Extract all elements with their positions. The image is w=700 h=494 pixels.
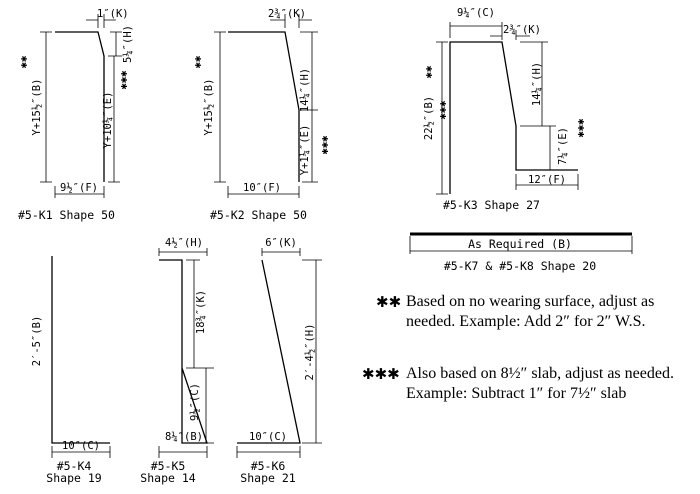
dim-f-k2: 10″(F)	[243, 182, 281, 194]
marks-e-k1: ✱✱✱	[118, 70, 130, 90]
shape-k4: Shape 19	[46, 471, 102, 485]
marks-e-k2: ✱✱✱	[319, 135, 331, 155]
dim-b-k4: 2′-5″(B)	[31, 315, 43, 367]
bar-k6	[237, 260, 300, 443]
label-k3: #5-K3 Shape 27	[443, 198, 540, 212]
shape-k5: Shape 14	[140, 471, 196, 485]
dim-c-k4: 10″(C)	[62, 440, 100, 452]
dim-lines-k5	[159, 248, 214, 458]
dim-h-k1: 5¼″(H)	[122, 25, 134, 63]
bar-k2	[228, 32, 299, 182]
bar-k1	[55, 32, 104, 182]
shape-k4	[31, 256, 110, 485]
marks-b-k3: ✱✱	[423, 65, 435, 79]
dim-b-k3: 22½″(B)	[423, 95, 435, 141]
dim-k-k2: 2¾″(K)	[268, 8, 306, 20]
note-1	[376, 292, 696, 332]
dim-e-k1: Y+10¼″(E)	[102, 91, 114, 149]
shape-k1	[18, 8, 134, 222]
dim-h-k2: 14¼″(H)	[299, 67, 311, 113]
dim-c-k6: 10″(C)	[249, 431, 287, 443]
dim-k-k5: 18¾″(K)	[195, 289, 207, 335]
label-k2: #5-K2 Shape 50	[210, 208, 307, 222]
note-2	[362, 364, 696, 404]
dim-c-k3: 9¼″(C)	[457, 7, 495, 19]
marks-b-k1: ✱✱	[18, 55, 30, 69]
shape-k2	[192, 8, 331, 222]
dim-h-k6: 2′-4½″(H)	[304, 323, 316, 381]
dim-e-k3: 7¼″(E)	[557, 127, 569, 165]
dim-lines-k3	[436, 22, 578, 194]
dim-b-k2: Y+15½″(B)	[203, 78, 215, 136]
bar-k3	[450, 42, 578, 194]
marks-b-k2: ✱✱	[192, 55, 204, 69]
marks-b2-k3: ✱✱✱	[437, 100, 449, 120]
dim-h-k5: 4½″(H)	[165, 237, 203, 249]
dim-h-k3: 14¼″(H)	[531, 61, 543, 107]
label-k5: #5-K5	[150, 459, 186, 473]
dim-b-k1: Y+15½″(B)	[31, 78, 43, 136]
note-1-text: Based on no wearing surface, adjust as needed. Example: Add 2″ for 2″ W.S.	[406, 293, 655, 330]
note-2-mark: ✱✱✱	[362, 365, 400, 383]
marks-e-k3: ✱✱✱	[575, 118, 587, 138]
label-k1: #5-K1 Shape 50	[18, 208, 115, 222]
label-k6: #5-K6	[250, 459, 286, 473]
dim-f-k3: 12″(F)	[528, 174, 566, 186]
bar-k4	[52, 256, 110, 443]
dim-k-k6: 6″(K)	[265, 237, 297, 249]
label-k4: #5-K4	[56, 459, 92, 473]
note-1-mark: ✱✱	[376, 293, 402, 311]
dim-b-k7-k8: As Required (B)	[468, 237, 572, 251]
dim-k-k1: 1″(K)	[97, 8, 129, 20]
label-k7-k8: #5-K7 & #5-K8 Shape 20	[443, 259, 597, 273]
dim-f-k1: 9½″(F)	[60, 182, 98, 194]
shape-k6	[237, 237, 322, 485]
dim-b-k5: 8¼″(B)	[165, 431, 203, 443]
shape-k6: Shape 21	[240, 471, 296, 485]
dim-c-k5: 9½″(C)	[189, 383, 201, 421]
shape-k3	[423, 7, 587, 212]
dim-e-k2: Y+1¼″(E)	[299, 124, 311, 176]
shape-k7-k8	[410, 234, 632, 273]
dim-k-k3: 2¾″(K)	[503, 24, 541, 36]
note-2-text: Also based on 8½″ slab, adjust as needed. Example: Subtract 1″ for 7½″ slab	[406, 365, 674, 402]
shape-k5	[140, 237, 214, 485]
